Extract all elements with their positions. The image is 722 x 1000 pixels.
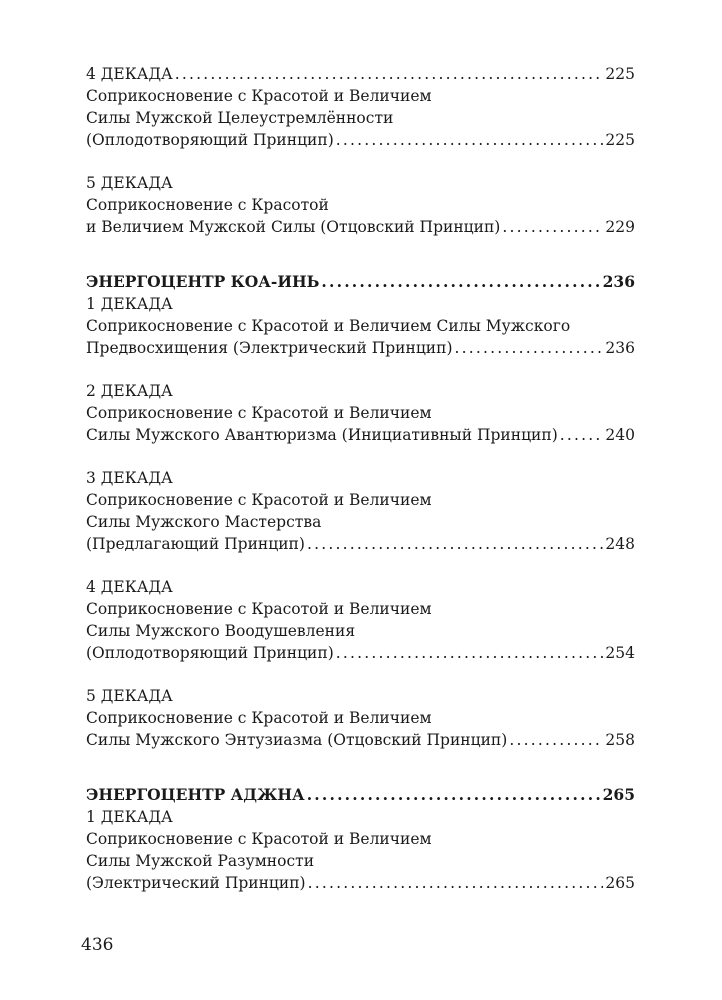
page-ref: 240 (605, 426, 635, 444)
page-ref: 225 (605, 65, 635, 83)
entry-text: (Оплодотворяющий Принцип) (86, 131, 334, 149)
dot-leader (336, 642, 604, 664)
toc-decade-title (86, 293, 635, 315)
entry-text: Соприкосновение с Красотой и Величием (86, 404, 432, 422)
entry-text: и Величием Мужской Силы (Отцовский Принцип) (86, 218, 501, 236)
toc-decade-title (86, 576, 635, 598)
toc-decade-title (86, 685, 635, 707)
decade-title: 5 ДЕКАДА (86, 174, 173, 192)
decade-title: 3 ДЕКАДА (86, 469, 173, 487)
section-title: ЭНЕРГОЦЕНТР КОА-ИНЬ (86, 272, 320, 291)
entry-text: (Оплодотворяющий Принцип) (86, 644, 334, 662)
page-ref: 248 (605, 535, 635, 553)
toc-text-line (86, 315, 635, 337)
table-of-contents (86, 63, 635, 894)
toc-text-line (86, 402, 635, 424)
toc-entry (86, 129, 635, 151)
entry-text: Силы Мужского Воодушевления (86, 622, 356, 640)
dot-leader (560, 424, 604, 446)
entry-text: Соприкосновение с Красотой и Величием (86, 709, 432, 727)
toc-text-line (86, 511, 635, 533)
toc-entry (86, 872, 635, 894)
decade-title: 2 ДЕКАДА (86, 382, 173, 400)
page-ref: 229 (605, 218, 635, 236)
dot-leader (336, 129, 604, 151)
entry-text: Силы Мужского Авантюризма (Инициативный Принцип) (86, 426, 558, 444)
toc-text-line (86, 489, 635, 511)
entry-text: Предвосхищения (Электрический Принцип) (86, 339, 453, 357)
entry-text: Соприкосновение с Красотой и Величием Силы Мужского (86, 317, 571, 335)
page-ref: 254 (605, 644, 635, 662)
entry-text: Силы Мужского Мастерства (86, 513, 322, 531)
dot-leader (175, 63, 604, 85)
page-ref: 265 (605, 874, 635, 892)
entry-text: Силы Мужской Разумности (86, 852, 315, 870)
dot-leader (307, 784, 601, 806)
toc-text-line (86, 620, 635, 642)
decade-title: 5 ДЕКАДА (86, 687, 173, 705)
toc-text-line (86, 850, 635, 872)
section-header (86, 271, 635, 293)
dot-leader (502, 216, 603, 238)
entry-text: Соприкосновение с Красотой и Величием (86, 600, 432, 618)
entry-text: Соприкосновение с Красотой и Величием (86, 491, 432, 509)
toc-text-line (86, 194, 635, 216)
toc-decade-entry (86, 63, 635, 85)
entry-text: (Предлагающий Принцип) (86, 535, 305, 553)
toc-text-line (86, 107, 635, 129)
toc-entry (86, 216, 635, 238)
entry-text: (Электрический Принцип) (86, 874, 306, 892)
page-ref: 258 (605, 731, 635, 749)
toc-text-line (86, 85, 635, 107)
page-ref: 236 (605, 339, 635, 357)
entry-text: Соприкосновение с Красотой (86, 196, 329, 214)
dot-leader (321, 271, 600, 293)
toc-text-line (86, 598, 635, 620)
section-title: ЭНЕРГОЦЕНТР АДЖНА (86, 785, 305, 804)
toc-entry (86, 424, 635, 446)
toc-entry (86, 533, 635, 555)
toc-entry (86, 729, 635, 751)
toc-entry (86, 337, 635, 359)
dot-leader (308, 872, 604, 894)
toc-decade-title (86, 806, 635, 828)
entry-text: Силы Мужской Целеустремлённости (86, 109, 394, 127)
decade-title: 1 ДЕКАДА (86, 295, 173, 313)
page-ref: 236 (602, 272, 635, 291)
toc-decade-title (86, 467, 635, 489)
decade-title: 4 ДЕКАДА (86, 65, 173, 83)
page-number: 436 (81, 935, 114, 955)
entry-text: Силы Мужского Энтузиазма (Отцовский Принцип) (86, 731, 508, 749)
entry-text: Соприкосновение с Красотой и Величием (86, 830, 432, 848)
dot-leader (455, 337, 604, 359)
entry-text: Соприкосновение с Красотой и Величием (86, 87, 432, 105)
decade-title: 1 ДЕКАДА (86, 808, 173, 826)
toc-decade-title (86, 380, 635, 402)
page-ref: 225 (605, 131, 635, 149)
dot-leader (509, 729, 603, 751)
dot-leader (307, 533, 603, 555)
decade-title: 4 ДЕКАДА (86, 578, 173, 596)
page-ref: 265 (602, 785, 635, 804)
section-header (86, 784, 635, 806)
toc-decade-title (86, 172, 635, 194)
toc-text-line (86, 707, 635, 729)
toc-text-line (86, 828, 635, 850)
toc-entry (86, 642, 635, 664)
